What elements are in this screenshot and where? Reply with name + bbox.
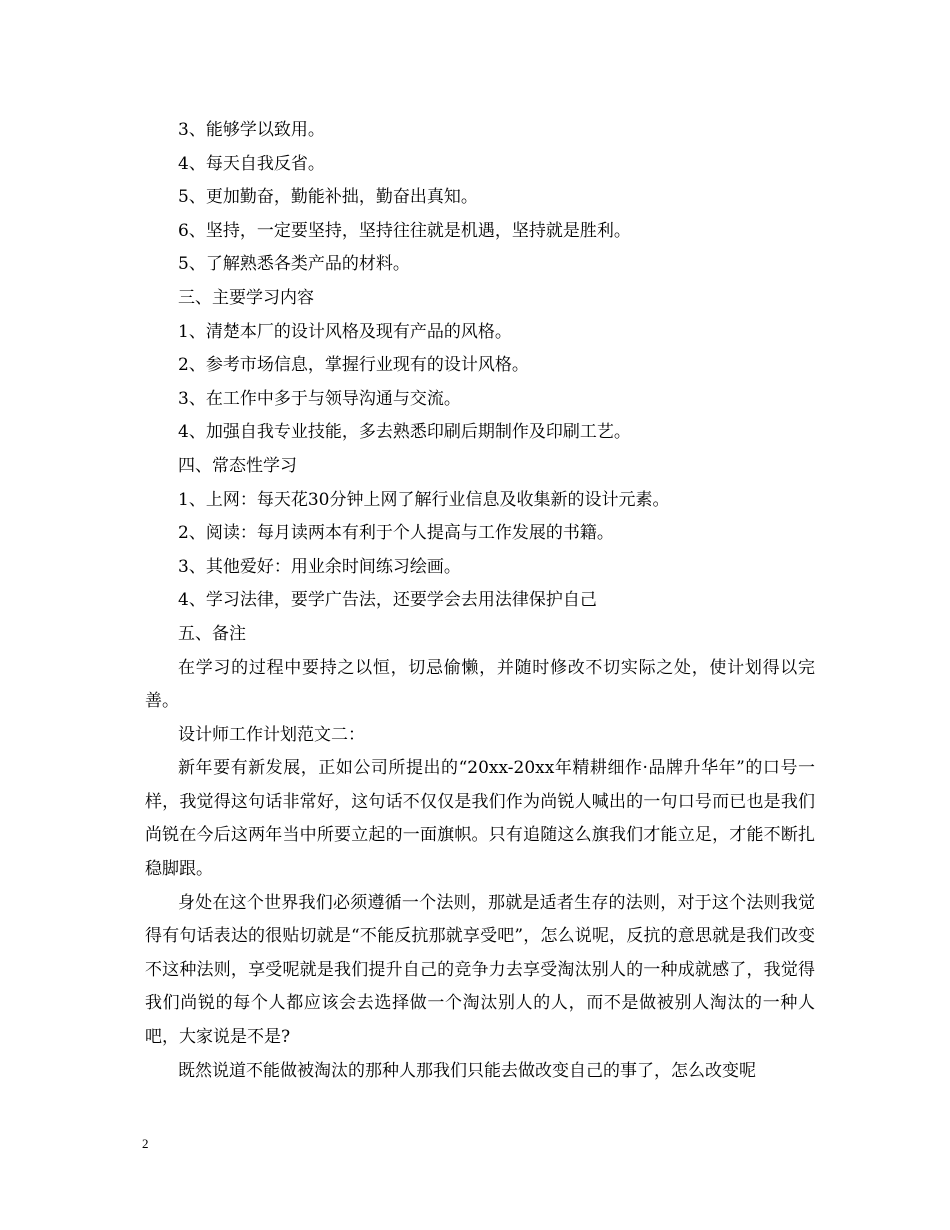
list-item: 2、阅读：每月读两本有利于个人提高与工作发展的书籍。	[178, 523, 614, 544]
section-heading: 四、常态性学习	[178, 455, 297, 476]
list-item: 3、其他爱好：用业余时间练习绘画。	[178, 556, 461, 577]
section-heading: 三、主要学习内容	[178, 287, 314, 308]
list-item: 3、在工作中多于与领导沟通与交流。	[178, 388, 461, 409]
paragraph: 在学习的过程中要持之以恒，切忌偷懒，并随时修改不切实际之处，使计划得以完善。	[145, 657, 815, 712]
subtitle: 设计师工作计划范文二：	[178, 724, 365, 745]
list-item: 5、更加勤奋，勤能补拙，勤奋出真知。	[178, 187, 478, 208]
list-item: 4、加强自我专业技能，多去熟悉印刷后期制作及印刷工艺。	[178, 422, 631, 443]
list-item: 4、学习法律，要学广告法，还要学会去用法律保护自己	[178, 590, 597, 611]
section-heading: 五、备注	[178, 623, 246, 644]
list-item: 3、能够学以致用。	[178, 120, 325, 140]
paragraph: 新年要有新发展，正如公司所提出的“20xx-20xx年精耕细作·品牌升华年”的口号一样，我觉得这句话非常好，这句话不仅仅是我们作为尚锐人喊出的一句口号而已也是我们尚锐在今后这两年当中所要立起的一面旗帜。只有追随这么旗我们才能立足，才能不断扎稳脚跟。	[145, 758, 815, 880]
list-item: 2、参考市场信息，掌握行业现有的设计风格。	[178, 355, 529, 376]
paragraph: 身处在这个世界我们必须遵循一个法则，那就是适者生存的法则，对于这个法则我觉得有句话表达的很贴切就是“不能反抗那就享受吧”，怎么说呢，反抗的意思就是我们改变不这种法则，享受呢就是我们提升自己的竞争力去享受淘汰别人的一种成就感了，我觉得我们尚锐的每个人都应该会去选择做一个淘汰别人的人，而不是做被别人淘汰的一种人吧，大家说是不是?	[145, 892, 815, 1048]
list-item: 4、每天自我反省。	[178, 153, 325, 174]
paragraph: 既然说道不能做被淘汰的那种人那我们只能去做改变自己的事了，怎么改变呢	[178, 1060, 756, 1081]
list-item: 5、了解熟悉各类产品的材料。	[178, 254, 410, 275]
list-item: 1、清楚本厂的设计风格及现有产品的风格。	[178, 321, 512, 342]
list-item: 6、坚持，一定要坚持，坚持往往就是机遇，坚持就是胜利。	[178, 220, 631, 241]
list-item: 1、上网：每天花30分钟上网了解行业信息及收集新的设计元素。	[178, 489, 670, 510]
page-number: 2	[142, 1136, 149, 1151]
document-body	[145, 114, 815, 1088]
